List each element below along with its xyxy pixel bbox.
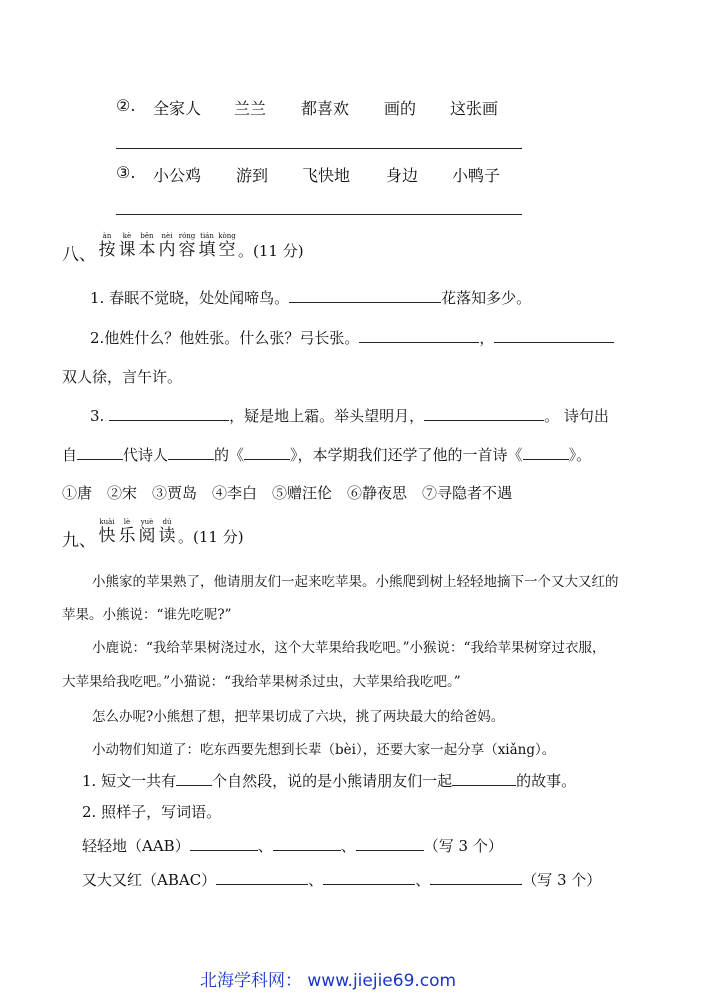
ruby-char: běn 本: [138, 232, 156, 260]
answer-blank[interactable]: [494, 327, 614, 343]
fill-q3-a: ，疑是地上霜。举头望明月，: [229, 407, 425, 425]
reading-q1-c: 的故事。: [516, 772, 577, 790]
answer-blank[interactable]: [190, 835, 258, 851]
answer-blank[interactable]: [424, 405, 544, 421]
reorder-word: 画的: [384, 99, 417, 118]
answer-blank[interactable]: [216, 869, 308, 885]
answer-blank[interactable]: [523, 444, 569, 460]
fill-q3: [90, 405, 609, 426]
answer-blank[interactable]: [452, 770, 516, 786]
ruby-char: kòng 空: [218, 232, 236, 260]
answer-blank[interactable]: [359, 327, 479, 343]
answer-blank[interactable]: [289, 287, 441, 303]
answer-blank[interactable]: [356, 835, 424, 851]
ruby-char: tián 填: [198, 232, 216, 260]
ruby-char: lè 乐: [118, 518, 136, 546]
fill-q3-seg: 代诗人: [123, 446, 169, 464]
write3-note: （写 3 个）: [522, 871, 602, 889]
reorder-word: 小公鸡: [153, 166, 202, 185]
reorder-word: 都喜欢: [301, 99, 350, 118]
fill-q3-seg: 自: [62, 446, 78, 464]
fill-q3-b: 。 诗句出: [544, 407, 609, 425]
separator: 、: [415, 871, 431, 889]
reorder-word: 飞快地: [302, 166, 351, 185]
answer-blank[interactable]: [244, 444, 290, 460]
ruby-char: kè 课: [118, 232, 136, 260]
fill-q3-seg: 的《: [214, 446, 245, 464]
section9-heading: [62, 518, 322, 550]
fill-q1: [90, 287, 531, 308]
ruby-char: dú 读: [158, 518, 176, 546]
fill-q3-options: ①唐 ②宋 ③贾岛 ④李白 ⑤赠汪伦 ⑥静夜思 ⑦寻隐者不遇: [62, 484, 513, 502]
section8-score: 。(11 分): [238, 242, 304, 260]
ruby-char: yuè 阅: [138, 518, 156, 546]
story-line: 小熊家的苹果熟了，他请朋友们一起来吃苹果。小熊爬到树上轻轻地摘下一个又大又红的: [92, 574, 619, 590]
reading-q2: 2. 照样子，写词语。: [82, 803, 222, 821]
separator: 、: [257, 837, 273, 855]
ruby-char: kuài 快: [98, 518, 116, 546]
reorder-word: 小鸭子: [452, 166, 501, 185]
answer-blank[interactable]: [273, 835, 341, 851]
fill-q3-seg: 》，本学期我们还学了他的一首诗《: [290, 446, 523, 464]
story-line: 怎么办呢?小熊想了想，把苹果切成了六块，挑了两块最大的给爸妈。: [92, 709, 505, 725]
footer-watermark: 北海学科网： www.jiejie69.com: [200, 971, 457, 991]
abac-label: 又大又红（ABAC）: [82, 871, 217, 889]
answer-blank[interactable]: [109, 405, 229, 421]
story-line: 小动物们知道了：吃东西要先想到长辈（bèi），还要大家一起分享（xiǎng）。: [92, 742, 556, 758]
fill-q2-comma: ，: [479, 329, 495, 347]
separator: 、: [308, 871, 324, 889]
fill-q2: [90, 327, 614, 348]
section8-prefix: 八、: [62, 245, 96, 265]
write3-note: （写 3 个）: [423, 837, 503, 855]
abac-row: [82, 869, 601, 890]
answer-line[interactable]: [116, 214, 522, 215]
fill-q1-text: 1. 春眠不觉晓，处处闻啼鸟。: [90, 289, 290, 307]
section8-heading: [62, 232, 322, 264]
fill-q3-seg: 》。: [568, 446, 592, 464]
fill-q3-line2: [62, 444, 591, 465]
reorder-word: 游到: [236, 166, 269, 185]
fill-q2-cont: 双人徐，言午许。: [62, 368, 183, 386]
aab-row: [82, 835, 503, 856]
answer-blank[interactable]: [430, 869, 522, 885]
reading-q1: [82, 770, 576, 791]
reading-q1-b: 个自然段，说的是小熊请朋友们一起: [212, 772, 453, 790]
reorder-q2-num: ②.: [116, 96, 136, 115]
fill-q2-text: 2.他姓什么？他姓张。什么张？弓长张。: [90, 329, 360, 347]
reorder-word: 兰兰: [234, 99, 267, 118]
section9-score: 。(11 分): [178, 528, 244, 546]
answer-blank[interactable]: [168, 444, 214, 460]
section9-prefix: 九、: [62, 531, 96, 551]
fill-q3-num: 3.: [90, 407, 105, 425]
answer-blank[interactable]: [323, 869, 415, 885]
aab-label: 轻轻地（AAB）: [82, 837, 190, 855]
ruby-char: róng 容: [178, 232, 196, 260]
reorder-word: 全家人: [153, 99, 202, 118]
reorder-q3-num: ③.: [116, 163, 136, 182]
separator: 、: [340, 837, 356, 855]
fill-q1-tail: 花落知多少。: [441, 289, 532, 307]
ruby-char: nèi 内: [158, 232, 176, 260]
story-line: 小鹿说：“我给苹果树浇过水，这个大苹果给我吃吧。”小猴说：“我给苹果树穿过衣服，: [92, 640, 606, 656]
ruby-char: àn 按: [98, 232, 116, 260]
story-line: 苹果。小熊说：“谁先吃呢?”: [62, 607, 232, 623]
answer-blank[interactable]: [77, 444, 123, 460]
story-line: 大苹果给我吃吧。”小猫说：“我给苹果树杀过虫，大苹果给我吃吧。”: [62, 674, 461, 690]
reading-q1-a: 1. 短文一共有: [82, 772, 177, 790]
reorder-word: 这张画: [450, 99, 499, 118]
reorder-word: 身边: [386, 166, 419, 185]
answer-line[interactable]: [116, 148, 522, 149]
answer-blank[interactable]: [176, 770, 212, 786]
